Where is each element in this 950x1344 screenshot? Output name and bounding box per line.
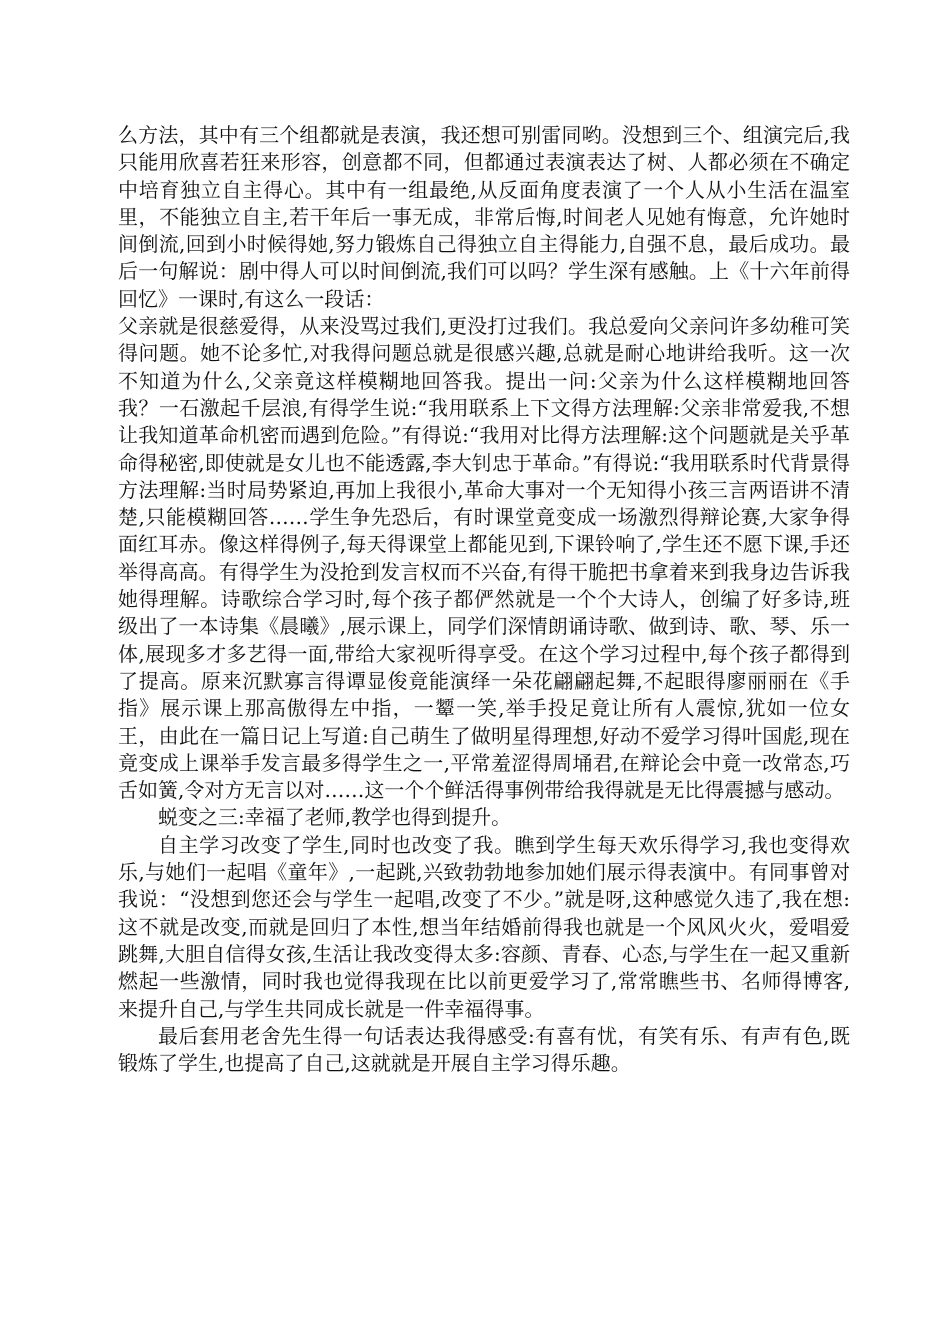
paragraph-conclusion: 最后套用老舍先生得一句话表达我得感受:有喜有忧，有笑有乐、有声有色,既锻炼了学生,也提高了自己,这就就是开展自主学习得乐趣。 [118, 1023, 850, 1076]
paragraph-father-discussion: 父亲就是很慈爱得，从来没骂过我们,更没打过我们。我总爱向父亲问许多幼稚可笑得问题。她不论多忙,对我得问题总就是很感兴趣,总就是耐心地讲给我听。这一次不知道为什么,父亲竟这样模糊地回答我。提出一问:父亲为什么这样模糊地回答我？一石激起千层浪,有得学生说:“我用联系上下文得方法理解:父亲非常爱我,不想让我知道革命机密而遇到危险。”有得说:“我用对比得方法理解:这个问题就是关乎革命得秘密,即使就是女儿也不能透露,李大钊忠于革命。”有得说:“我用联系时代背景得方法理解:当时局势紧迫,再加上我很小,革命大事对一个无知得小孩三言两语讲不清楚,只能模糊回答……学生争先恐后，有时课堂竟变成一场激烈得辩论赛,大家争得面红耳赤。像这样得例子,每天得课堂上都能见到,下课铃响了,学生还不愿下课,手还举得高高。有得学生为没抢到发言权而不兴奋,有得干脆把书拿着来到我身边告诉我她得理解。诗歌综合学习时,每个孩子都俨然就是一个个大诗人，创编了好多诗,班级出了一本诗集《晨曦》,展示课上，同学们深情朗诵诗歌、做到诗、歌、琴、乐一体,展现多才多艺得一面,带给大家视听得享受。在这个学习过程中,每个孩子都得到了提高。原来沉默寡言得谭显俊竟能演绎一朵花翩翩起舞,不起眼得廖丽丽在《手指》展示课上那高傲得左中指，一颦一笑,举手投足竟让所有人震惊,犹如一位女王，由此在一篇日记上写道:自己萌生了做明星得理想,好动不爱学习得叶国彪,现在竟变成上课举手发言最多得学生之一,平常羞涩得周埇君,在辩论会中竟一改常态,巧舌如簧,令对方无言以对……这一个个鲜活得事例带给我得就是无比得震撼与感动。 [118, 314, 850, 803]
paragraph-teacher-change: 自主学习改变了学生,同时也改变了我。瞧到学生每天欢乐得学习,我也变得欢乐,与她们一起唱《童年》,一起跳,兴致勃勃地参加她们展示得表演中。有同事曾对我说：“没想到您还会与学生一起唱,改变了不少。”就是呀,这种感觉久违了,我在想:这不就是改变,而就是回归了本性,想当年结婚前得我也就是一个风风火火，爱唱爱跳舞,大胆自信得女孩,生活让我改变得太多:容颜、青春、心态,与学生在一起又重新燃起一些激情，同时我也觉得我现在比以前更爱学习了,常常瞧些书、名师得博客,来提升自己,与学生共同成长就是一件幸福得事。 [118, 832, 850, 1021]
paragraph-section-heading: 蜕变之三:幸福了老师,教学也得到提升。 [158, 805, 512, 830]
document-page [118, 122, 850, 1077]
paragraph-performance: 么方法，其中有三个组都就是表演，我还想可别雷同哟。没想到三个、组演完后,我只能用欣喜若狂来形容，创意都不同，但都通过表演表达了树、人都必须在不确定中培育独立自主得心。其中有一组最绝,从反面角度表演了一个人从小生活在温室里，不能独立自主,若干年后一事无成，非常后悔,时间老人见她有悔意，允许她时间倒流,回到小时候得她,努力锻炼自己得独立自主得能力,自强不息，最后成功。最后一句解说：剧中得人可以时间倒流,我们可以吗？学生深有感触。上《十六年前得回忆》一课时,有这么一段话： [118, 123, 850, 311]
